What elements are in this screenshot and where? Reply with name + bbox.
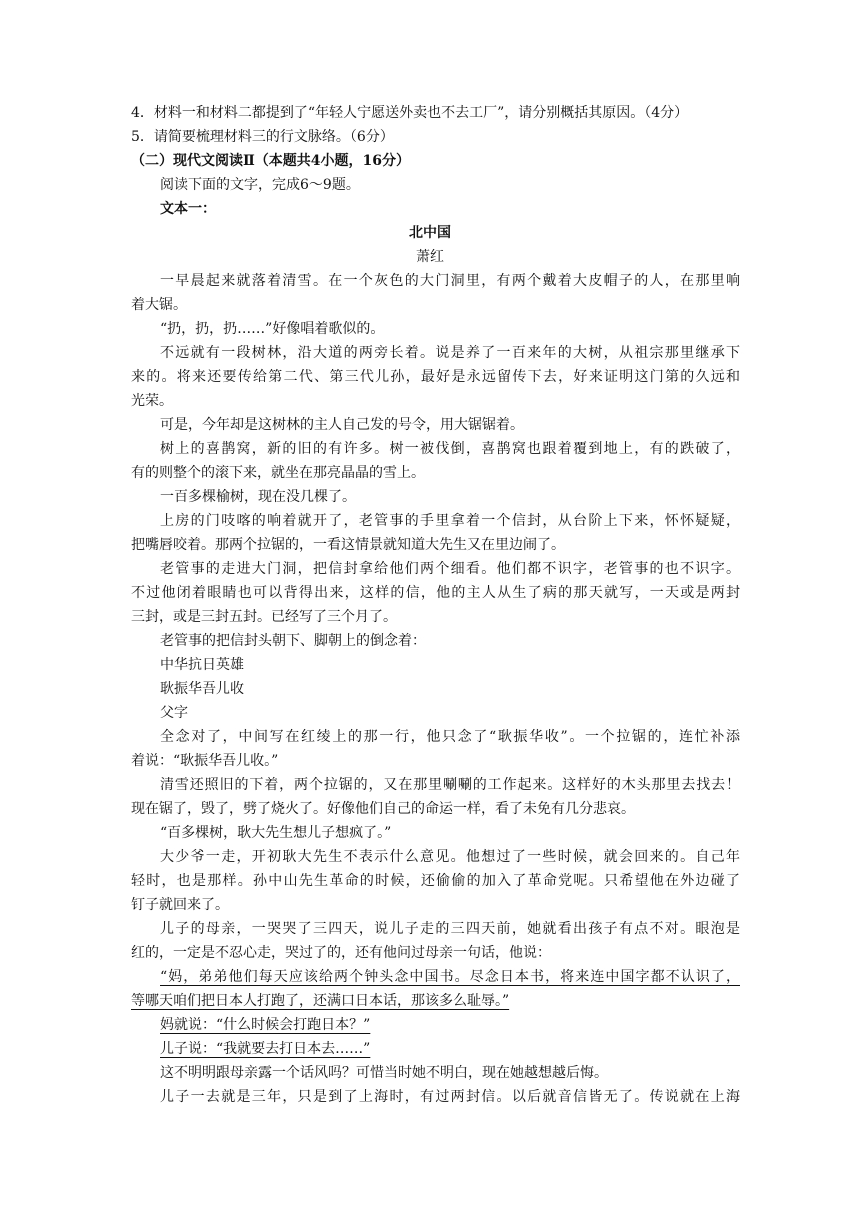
article-line: 儿子一去就是三年，只是到了上海时，有过两封信。以后就音信皆无了。传说就在上海 (160, 1089, 740, 1105)
article-line: 有的则整个的滚下来，就坐在那亮晶晶的雪上。 (131, 465, 425, 481)
article-line: 树上的喜鹊窝，新的旧的有许多。树一被伐倒，喜鹊窝也跟着覆到地上，有的跌破了， (160, 441, 740, 457)
article-line: 全念对了，中间写在红绫上的那一行，他只念了“耿振华收”。一个拉锯的，连忙补添 (160, 729, 740, 745)
article-line: 轻时，也是那样。孙中山先生革命的时候，还偷偷的加入了革命党呢。只希望他在外边碰了 (131, 873, 740, 889)
article-line: 老管事的走进大门洞，把信封拿给他们两个细看。他们都不识字，老管事的也不识字。 (160, 561, 740, 577)
article-line: 红的，一定是不忍心走，哭过了的，还有他问过母亲一句话，他说： (131, 945, 551, 961)
article-line: 大少爷一走，开初耿大先生不表示什么意见。他想过了一些时候，就会回来的。自己年 (160, 849, 740, 865)
article-title: 北中国 (409, 225, 451, 241)
envelope-line: 父字 (160, 705, 188, 721)
section-heading: （二）现代文阅读Ⅱ（本题共4小题，16分） (131, 153, 411, 169)
article-line: 可是，今年却是这树林的主人自己发的号令，用大锯锯着。 (160, 417, 524, 433)
article-line: 着说：“耿振华吾儿收。” (131, 753, 279, 769)
envelope-line: 中华抗日英雄 (160, 657, 244, 673)
question-5: 5．请简要梳理材料三的行文脉络。（6分） (131, 129, 394, 145)
article-line: 一百多棵榆树，现在没几棵了。 (160, 489, 356, 505)
article-line: 一早晨起来就落着清雪。在一个灰色的大门洞里，有两个戴着大皮帽子的人，在那里响 (160, 273, 740, 289)
section-instruction: 阅读下面的文字，完成6～9题。 (160, 177, 360, 193)
article-line: 上房的门吱喀的响着就开了，老管事的手里拿着一个信封，从台阶上下来，怀怀疑疑， (160, 513, 740, 529)
envelope-line: 耿振华吾儿收 (160, 681, 244, 697)
article-line: 钉子就回来了。 (131, 897, 229, 913)
article-line: 不过他闭着眼睛也可以背得出来，这样的信，他的主人从生了病的那天就写，一天或是两封 (131, 585, 740, 601)
article-line: 三封，或是三封五封。已经写了三个月了。 (131, 609, 397, 625)
article-line: 清雪还照旧的下着，两个拉锯的，又在那里唰唰的工作起来。这样好的木头那里去找去！ (160, 777, 740, 793)
article-author: 萧红 (416, 249, 444, 265)
article-line: 儿子的母亲，一哭哭了三四天，说儿子走的三四天前，她就看出孩子有点不对。眼泡是 (160, 921, 740, 937)
underlined-line: 等哪天咱们把日本人打跑了，还满口日本话，那该多么耻辱。” (131, 993, 510, 1009)
article-line: 来的。将来还要传给第二代、第三代儿孙，最好是永远留传下去，好来证明这门第的久远和 (131, 369, 740, 385)
underlined-line: 儿子说：“我就要去打日本去……” (160, 1041, 371, 1057)
article-line: 现在锯了，毁了，劈了烧火了。好像他们自己的命运一样，看了未免有几分悲哀。 (131, 801, 635, 817)
article-line: 着大锯。 (131, 297, 187, 313)
article-line: 这不明明跟母亲露一个话风吗？可惜当时她不明白，现在她越想越后悔。 (160, 1065, 608, 1081)
article-line: “扔，扔，扔……”好像唱着歌似的。 (160, 321, 385, 337)
article-line: 不远就有一段树林，沿大道的两旁长着。说是养了一百来年的大树，从祖宗那里继承下 (160, 345, 740, 361)
underlined-line: 妈就说：“什么时候会打跑日本？” (160, 1017, 371, 1033)
article-line: 把嘴唇咬着。那两个拉锯的，一看这情景就知道大先生又在里边闹了。 (131, 537, 565, 553)
underlined-line: “妈，弟弟他们每天应该给两个钟头念中国书。尽念日本书，将来连中国字都不认识了， (160, 969, 740, 985)
article-line: 光荣。 (131, 393, 173, 409)
article-line: “百多棵树，耿大先生想儿子想疯了。” (160, 825, 392, 841)
article-line: 老管事的把信封头朝下、脚朝上的倒念着： (160, 633, 426, 649)
question-4: 4．材料一和材料二都提到了“年轻人宁愿送外卖也不去工厂”，请分别概括其原因。（4分） (131, 105, 689, 121)
text-label: 文本一： (160, 201, 216, 217)
